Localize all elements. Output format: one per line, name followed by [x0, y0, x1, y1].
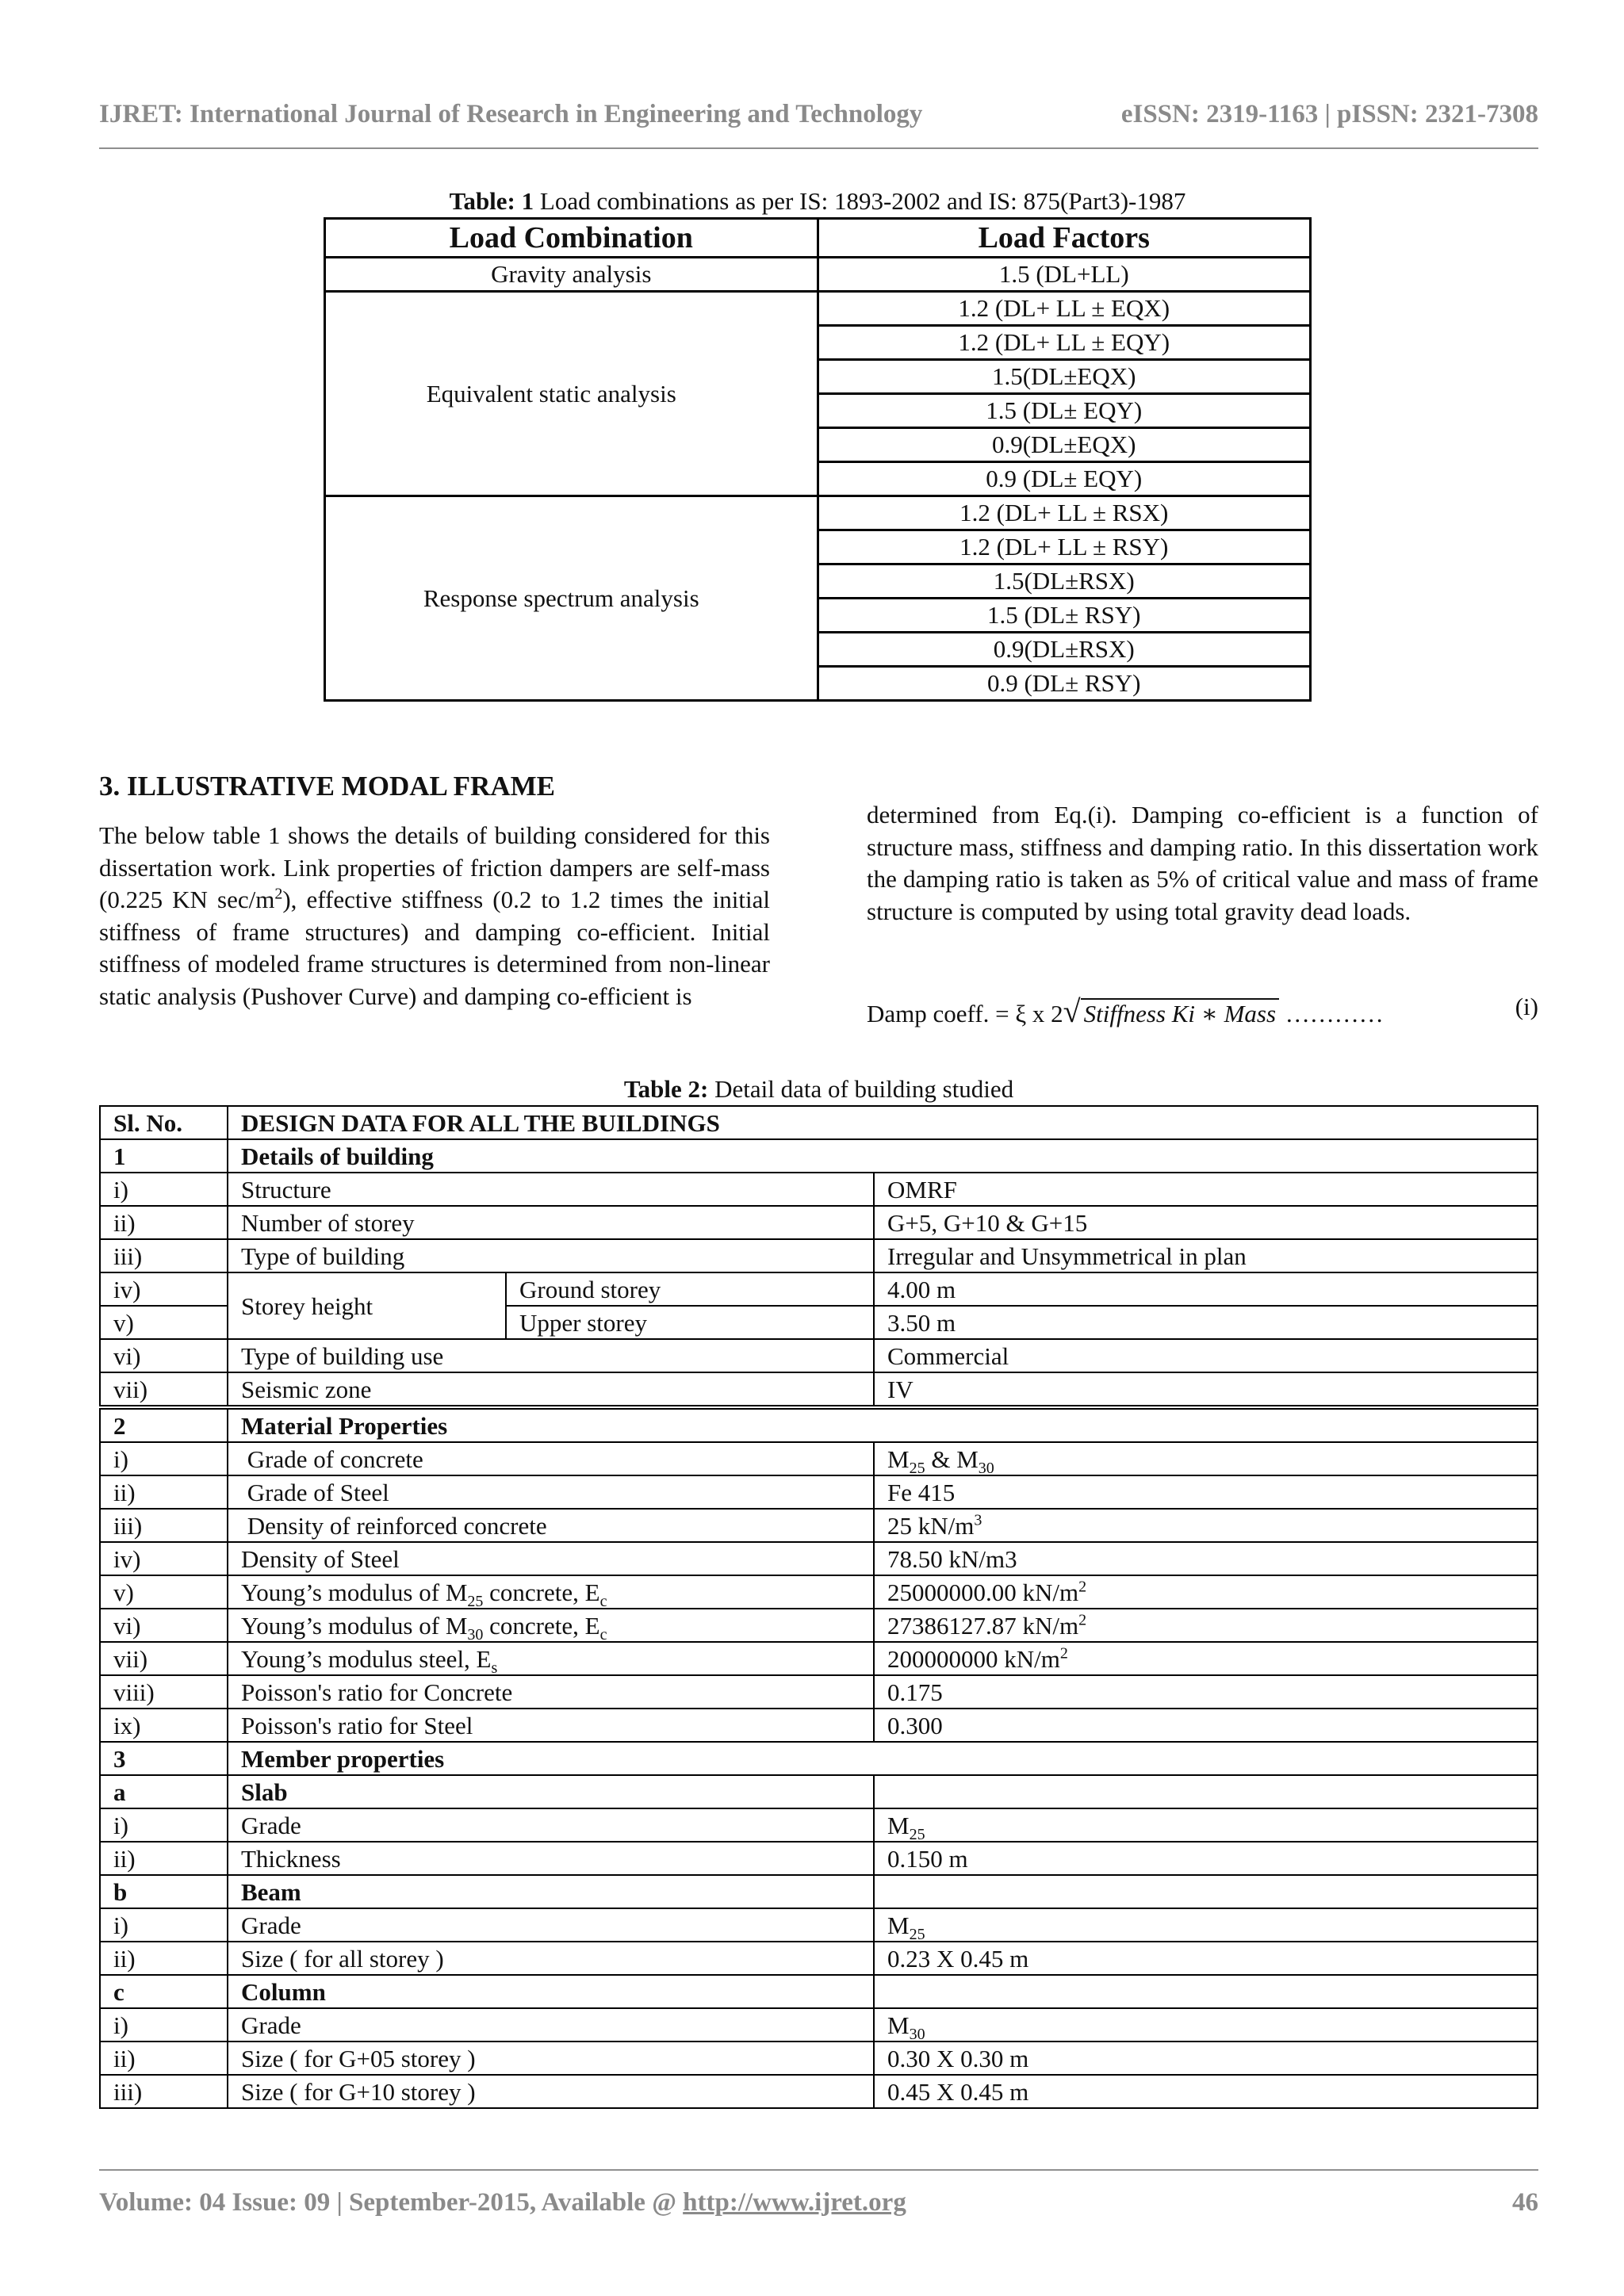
- t1-factor: 1.5 (DL± RSY): [818, 599, 1311, 633]
- t1-gravity-name: Gravity analysis: [325, 258, 818, 292]
- t2-subsection-no: a: [100, 1775, 228, 1808]
- table-row: viii) Poisson's ratio for Concrete 0.175: [100, 1675, 1538, 1709]
- t1-factor: 1.2 (DL+ LL ± EQY): [818, 326, 1311, 360]
- t2-section-title: Material Properties: [228, 1407, 1538, 1442]
- table-row: ii) Grade of Steel Fe 415: [100, 1475, 1538, 1509]
- body-paragraph-left: The below table 1 shows the details of building considered for this dissertation work. Link properties of friction dampers are self-mass (0.225 KN $\sec/m^2$), effective stiffness (0.2 to 1.2 times the initial stiffness of frame structures) and damping co-efficient. Initial stiffness of modeled frame structures is determined from non-linear static analysis (Pushover Curve) and damping co-efficient is: [99, 821, 770, 1010]
- table-row: i) Structure OMRF: [100, 1173, 1538, 1206]
- table-row: i) Grade $M_{25}$: [100, 1908, 1538, 1942]
- table-row: vii) Young’s modulus steel, $E_s$ 200000000 $kN/m^2$: [100, 1642, 1538, 1675]
- equation-radicand: Stiffness Ki ∗ Mass: [1081, 998, 1279, 1027]
- issn: eISSN: 2319-1163 | pISSN: 2321-7308: [1120, 100, 1538, 128]
- table-row: v) Upper storey 3.50 m: [100, 1306, 1538, 1339]
- table-row: ii) Size ( for all storey ) 0.23 X 0.45 m: [100, 1942, 1538, 1975]
- t2-subsection-title: Beam: [228, 1875, 874, 1908]
- table-row: i) Grade of concrete $M_{25}$ & $M_{30}$: [100, 1442, 1538, 1475]
- table-row: iii) Size ( for G+10 storey ) 0.45 X 0.45 m: [100, 2075, 1538, 2108]
- t1-factor: 0.9(DL±RSX): [818, 633, 1311, 667]
- t1-factor: 1.2 (DL+ LL ± RSX): [818, 496, 1311, 530]
- t1-factor: 1.2 (DL+ LL ± EQX): [818, 292, 1311, 326]
- running-header: [99, 100, 1538, 132]
- equation-number: (i): [1515, 993, 1538, 1020]
- t2-subsection-no: b: [100, 1875, 228, 1908]
- table-row: iv) Density of Steel 78.50 kN/m3: [100, 1542, 1538, 1575]
- t2-subsection-title: Slab: [228, 1775, 874, 1808]
- table-row: i) Grade $M_{30}$: [100, 2008, 1538, 2042]
- table-row: iv) Storey height Ground storey 4.00 m: [100, 1272, 1538, 1306]
- table-row: vi) Young’s modulus of $M_{30}$ concrete, $E_c$ 27386127.87 $kN/m^2$: [100, 1609, 1538, 1642]
- t1-equivalent-name: Equivalent static analysis: [325, 292, 818, 496]
- header-rule: [99, 147, 1538, 149]
- radical-sign: √: [1063, 993, 1081, 1029]
- table-row: ii) Size ( for G+05 storey ) 0.30 X 0.30 m: [100, 2042, 1538, 2075]
- running-footer: [99, 2188, 1538, 2218]
- table1-load-combinations: [324, 217, 1312, 702]
- t2-subsection-title: Column: [228, 1975, 874, 2008]
- table-row: ii) Number of storey G+5, G+10 & G+15: [100, 1206, 1538, 1239]
- table2-caption: Table 2: Detail data of building studied: [623, 1075, 1014, 1103]
- t1-factor: 0.9 (DL± RSY): [818, 667, 1311, 701]
- t2-col-title: DESIGN DATA FOR ALL THE BUILDINGS: [228, 1106, 1538, 1139]
- table-row: i) Grade $M_{25}$: [100, 1808, 1538, 1842]
- footer-rule: [99, 2169, 1538, 2171]
- t1-factor: 0.9 (DL± EQY): [818, 462, 1311, 496]
- t1-header-combination: Load Combination: [325, 219, 818, 258]
- t2-section-title: Member properties: [228, 1742, 1538, 1775]
- t1-factor: 1.5 (DL± EQY): [818, 394, 1311, 428]
- body-paragraph-right: determined from Eq.(i). Damping co-efficient is a function of structure mass, stiffness and damping ratio. In this dissertation work the damping ratio is taken as 5% of critical value and mass of frame structure is computed by using total gravity dead loads.: [867, 801, 1538, 925]
- table-row: iii) Density of reinforced concrete 25 $kN/m^3$: [100, 1509, 1538, 1542]
- page-number: 46: [1512, 2188, 1538, 2217]
- t1-response-name: Response spectrum analysis: [325, 496, 818, 701]
- t1-factor: 1.5(DL±EQX): [818, 360, 1311, 394]
- table2-building-data: [99, 1105, 1538, 2109]
- t1-factor: 1.5(DL±RSX): [818, 564, 1311, 599]
- table-row: ix) Poisson's ratio for Steel 0.300: [100, 1709, 1538, 1742]
- damping-equation: Damp coeff. = ξ x 2√ Stiffness Ki ∗ Mass ………… (i): [867, 993, 1538, 1029]
- table-row: iii) Type of building Irregular and Unsymmetrical in plan: [100, 1239, 1538, 1272]
- table-row: vi) Type of building use Commercial: [100, 1339, 1538, 1372]
- table1-caption: Table: 1 Load combinations as per IS: 1893-2002 and IS: 875(Part3)-1987: [449, 187, 1186, 215]
- t2-section-no: 1: [100, 1139, 228, 1173]
- journal-title: IJRET: International Journal of Research in Engineering and Technology: [99, 100, 923, 128]
- t2-section-no: 2: [100, 1407, 228, 1442]
- t2-section-no: 3: [100, 1742, 228, 1775]
- t1-factor: 1.2 (DL+ LL ± RSY): [818, 530, 1311, 564]
- storey-height-label: Storey height: [228, 1272, 506, 1339]
- table-row: ii) Thickness 0.150 m: [100, 1842, 1538, 1875]
- footer-link[interactable]: http://www.ijret.org: [683, 2188, 906, 2217]
- t1-factor: 0.9(DL±EQX): [818, 428, 1311, 462]
- t1-header-factors: Load Factors: [818, 219, 1311, 258]
- t2-col-slno: Sl. No.: [100, 1106, 228, 1139]
- t2-subsection-no: c: [100, 1975, 228, 2008]
- table-row: v) Young’s modulus of $M_{25}$ concrete, $E_c$ 25000000.00 $kN/m^2$: [100, 1575, 1538, 1609]
- section-heading: 3. ILLUSTRATIVE MODAL FRAME: [99, 771, 555, 802]
- t1-gravity-factor: 1.5 (DL+LL): [818, 258, 1311, 292]
- table-row: vii) Seismic zone IV: [100, 1372, 1538, 1407]
- footer-volume: Volume: 04 Issue: 09 | September-2015, Available @: [99, 2188, 684, 2217]
- t2-section-title: Details of building: [228, 1139, 1538, 1173]
